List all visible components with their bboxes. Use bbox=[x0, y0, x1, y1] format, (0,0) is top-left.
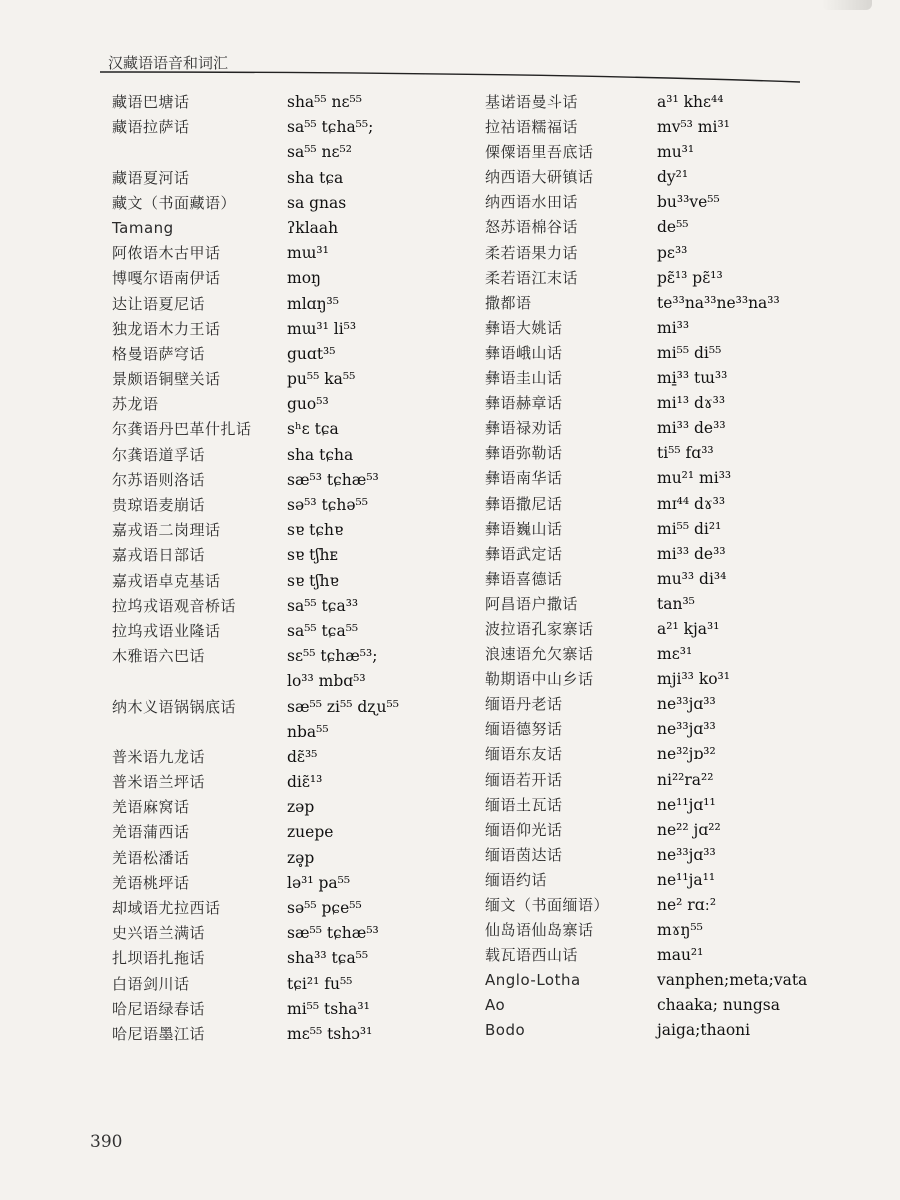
language-name: 怒苏语棉谷话 bbox=[485, 218, 579, 237]
word-form: bu³³ve⁵⁵ bbox=[657, 193, 720, 212]
entry-row bbox=[112, 392, 472, 417]
entry-row bbox=[485, 266, 845, 291]
word-form: sə⁵⁵ pɕe⁵⁵ bbox=[287, 899, 362, 917]
language-name: 尔龚语丹巴革什扎话 bbox=[112, 420, 252, 439]
word-form: sæ⁵³ tɕhæ⁵³ bbox=[287, 470, 379, 489]
word-form: a³¹ khɛ⁴⁴ bbox=[657, 93, 724, 111]
entry-row bbox=[485, 717, 845, 742]
word-form: zəp bbox=[287, 798, 315, 817]
language-name: 彝语峨山话 bbox=[485, 343, 563, 362]
language-name: 羌语蒲西话 bbox=[112, 823, 190, 842]
language-name: 缅语土瓦话 bbox=[485, 795, 563, 814]
language-name: 藏语夏河话 bbox=[112, 168, 190, 187]
word-form: nba⁵⁵ bbox=[287, 722, 329, 741]
entry-row bbox=[112, 543, 472, 568]
language-name: 拉坞戎语业隆话 bbox=[112, 621, 221, 640]
word-form: chaaka; nungsa bbox=[657, 996, 780, 1015]
entry-row bbox=[112, 1022, 472, 1047]
language-name: 羌语麻窝话 bbox=[112, 798, 190, 817]
entry-row bbox=[112, 317, 472, 342]
language-name: 缅文（书面缅语） bbox=[485, 896, 610, 914]
word-form: ne³³jɑ³³ bbox=[657, 720, 716, 739]
word-form: diɛ̃¹³ bbox=[287, 773, 323, 792]
word-form: sɐ tʃhᴇ bbox=[287, 546, 339, 565]
entry-row bbox=[485, 140, 845, 165]
word-form: ti⁵⁵ fɑ³³ bbox=[657, 444, 714, 463]
language-name: 缅语丹老话 bbox=[485, 695, 563, 714]
entry-row bbox=[112, 619, 472, 644]
word-form: sə⁵³ tɕhə⁵⁵ bbox=[287, 496, 368, 514]
entry-row bbox=[485, 768, 845, 793]
word-form: ne² rɑː² bbox=[657, 896, 717, 914]
language-name: Tamang bbox=[112, 218, 174, 237]
word-form: mi¹³ dɤ³³ bbox=[657, 394, 726, 413]
entry-row bbox=[485, 843, 845, 868]
entry-row bbox=[485, 492, 845, 517]
word-form: zə̥p bbox=[287, 848, 315, 867]
entry-row bbox=[112, 972, 472, 997]
word-form: sha⁵⁵ nɛ⁵⁵ bbox=[287, 93, 362, 111]
word-form: mlɑŋ³⁵ bbox=[287, 294, 339, 313]
header-rule bbox=[100, 70, 800, 84]
word-form: mu³³ di³⁴ bbox=[657, 569, 727, 588]
language-name: 苏龙语 bbox=[112, 395, 159, 414]
language-name: 傈僳语里吾底话 bbox=[485, 143, 594, 162]
language-name: 藏语拉萨话 bbox=[112, 118, 190, 137]
left-word-column bbox=[112, 90, 472, 1047]
word-form: te³³na³³ne³³na³³ bbox=[657, 293, 780, 312]
language-name: 哈尼语绿春话 bbox=[112, 999, 206, 1018]
word-form: mi³³ de³³ bbox=[657, 544, 726, 563]
language-name: 彝语巍山话 bbox=[485, 519, 563, 538]
word-form: mi⁵⁵ di²¹ bbox=[657, 519, 722, 538]
word-form: sa⁵⁵ nɛ⁵² bbox=[287, 143, 352, 162]
entry-row bbox=[112, 367, 472, 392]
word-form: sæ⁵⁵ zi⁵⁵ dʐu⁵⁵ bbox=[287, 697, 399, 716]
entry-row bbox=[485, 416, 845, 441]
word-form: ʔklaah bbox=[287, 218, 339, 237]
language-name: 嘉戎语日部话 bbox=[112, 546, 206, 565]
word-form: sha tɕha bbox=[287, 445, 354, 464]
language-name: 柔若语果力话 bbox=[485, 243, 579, 262]
entry-row bbox=[112, 518, 472, 543]
entry-row bbox=[112, 90, 472, 115]
language-name: 缅语若开话 bbox=[485, 770, 563, 789]
entry-row bbox=[485, 316, 845, 341]
word-form: mi³³ bbox=[657, 318, 690, 337]
word-form: mi⁵⁵ di⁵⁵ bbox=[657, 343, 722, 362]
entry-row bbox=[485, 165, 845, 190]
language-name: 彝语武定话 bbox=[485, 544, 563, 563]
language-name: 纳西语大研镇话 bbox=[485, 168, 594, 187]
entry-row bbox=[112, 770, 472, 795]
entry-row bbox=[112, 468, 472, 493]
language-name: Anglo-Lotha bbox=[485, 971, 581, 990]
word-form: tan³⁵ bbox=[657, 594, 695, 613]
entry-row bbox=[485, 818, 845, 843]
running-header-title: 汉藏语语音和词汇 bbox=[108, 54, 229, 72]
entry-row bbox=[112, 820, 472, 845]
entry-row bbox=[112, 921, 472, 946]
word-form: ne¹¹ja¹¹ bbox=[657, 870, 716, 889]
language-name: 缅语东友话 bbox=[485, 745, 563, 764]
entry-row bbox=[112, 896, 472, 921]
entry-row bbox=[485, 567, 845, 592]
language-name: 纳木义语锅锅底话 bbox=[112, 697, 237, 716]
language-name: 尔苏语则洛话 bbox=[112, 470, 206, 489]
word-form: sɐ tʃhɐ bbox=[287, 571, 339, 590]
word-form: pu⁵⁵ ka⁵⁵ bbox=[287, 370, 356, 389]
word-form: mu²¹ mi³³ bbox=[657, 469, 732, 488]
entry-row bbox=[485, 291, 845, 316]
language-name: 贵琼语麦崩话 bbox=[112, 496, 206, 514]
language-name: 尔龚语道孚话 bbox=[112, 445, 206, 464]
entry-row bbox=[112, 443, 472, 468]
language-name: 纳西语水田话 bbox=[485, 193, 579, 212]
language-name: 阿侬语木古甲话 bbox=[112, 244, 221, 263]
language-name: 彝语弥勒话 bbox=[485, 444, 563, 463]
language-name: 嘉戎语卓克基话 bbox=[112, 571, 221, 590]
entry-row bbox=[112, 140, 472, 165]
word-form: mi³³ de³³ bbox=[657, 419, 726, 438]
word-form: mɪ⁴⁴ dɤ³³ bbox=[657, 494, 726, 513]
language-name: 彝语大姚话 bbox=[485, 318, 563, 337]
entry-row bbox=[112, 241, 472, 266]
entry-row bbox=[485, 793, 845, 818]
word-form: mv⁵³ mi³¹ bbox=[657, 118, 730, 137]
entry-row bbox=[112, 644, 472, 669]
word-form: dɛ̃³⁵ bbox=[287, 747, 318, 766]
language-name: 博嘎尔语南伊话 bbox=[112, 269, 221, 288]
entry-row bbox=[485, 517, 845, 542]
entry-row bbox=[485, 617, 845, 642]
word-form: mi⁵⁵ tsha³¹ bbox=[287, 999, 370, 1018]
language-name: 嘉戎语二岗理话 bbox=[112, 521, 221, 540]
language-name: 彝语南华话 bbox=[485, 469, 563, 488]
word-form: ne³³jɑ³³ bbox=[657, 845, 716, 864]
entry-row bbox=[112, 871, 472, 896]
entry-row bbox=[485, 1018, 845, 1043]
entry-row bbox=[112, 342, 472, 367]
word-form: ne¹¹jɑ¹¹ bbox=[657, 795, 716, 814]
entry-row bbox=[112, 292, 472, 317]
language-name: 普米语九龙话 bbox=[112, 747, 206, 766]
right-word-column bbox=[485, 90, 845, 1044]
word-form: vanphen;meta;vata bbox=[657, 971, 808, 990]
entry-row bbox=[485, 667, 845, 692]
word-form: jaiga;thaoni bbox=[657, 1021, 751, 1040]
word-form: de⁵⁵ bbox=[657, 218, 689, 237]
language-name: 缅语约话 bbox=[485, 870, 548, 889]
language-name: 缅语德努话 bbox=[485, 720, 563, 739]
word-form: sha³³ tɕa⁵⁵ bbox=[287, 949, 369, 968]
word-form: lo³³ mbɑ⁵³ bbox=[287, 672, 366, 691]
entry-row bbox=[485, 190, 845, 215]
word-form: guo⁵³ bbox=[287, 395, 329, 414]
entry-row bbox=[485, 90, 845, 115]
entry-row bbox=[112, 997, 472, 1022]
word-form: moŋ bbox=[287, 269, 322, 288]
language-name: 拉坞戎语观音桥话 bbox=[112, 596, 237, 615]
word-form: mɯ³¹ bbox=[287, 244, 329, 263]
language-name: Ao bbox=[485, 996, 506, 1015]
entry-row bbox=[485, 391, 845, 416]
word-form: mɯ³¹ li⁵³ bbox=[287, 319, 357, 338]
language-name: 波拉语孔家寨话 bbox=[485, 619, 594, 638]
word-form: sa⁵⁵ tɕa³³ bbox=[287, 596, 359, 615]
word-form: sa⁵⁵ tɕa⁵⁵ bbox=[287, 621, 359, 640]
entry-row bbox=[485, 893, 845, 918]
word-form: ni²²ra²² bbox=[657, 770, 714, 789]
language-name: 缅语茵达话 bbox=[485, 845, 563, 864]
word-form: mu³¹ bbox=[657, 143, 695, 162]
entry-row bbox=[112, 216, 472, 241]
entry-row bbox=[112, 115, 472, 140]
entry-row bbox=[112, 795, 472, 820]
word-form: lə³¹ pa⁵⁵ bbox=[287, 873, 351, 892]
word-form: sæ⁵⁵ tɕhæ⁵³ bbox=[287, 924, 379, 943]
word-form: ne³³jɑ³³ bbox=[657, 695, 716, 714]
word-form: guɑt³⁵ bbox=[287, 344, 336, 363]
language-name: 藏语巴塘话 bbox=[112, 93, 190, 111]
entry-row bbox=[112, 417, 472, 442]
word-form: pɛ̃¹³ pɛ̃¹³ bbox=[657, 268, 723, 287]
entry-row bbox=[112, 846, 472, 871]
language-name: 独龙语木力王话 bbox=[112, 319, 221, 338]
word-form: sha tɕa bbox=[287, 168, 344, 187]
language-name: 景颇语铜壁关话 bbox=[112, 370, 221, 389]
entry-row bbox=[485, 943, 845, 968]
language-name: 阿昌语户撒话 bbox=[485, 594, 579, 613]
word-form: mɤŋ⁵⁵ bbox=[657, 921, 703, 940]
word-form: sʰɛ tɕa bbox=[287, 420, 339, 439]
entry-row bbox=[112, 720, 472, 745]
entry-row bbox=[112, 166, 472, 191]
word-form: zuepe bbox=[287, 823, 334, 842]
entry-row bbox=[485, 868, 845, 893]
language-name: 彝语撒尼话 bbox=[485, 494, 563, 513]
entry-row bbox=[485, 366, 845, 391]
language-name: 藏文（书面藏语） bbox=[112, 193, 237, 212]
word-form: mji³³ ko³¹ bbox=[657, 670, 730, 689]
language-name: 浪速语允欠寨话 bbox=[485, 645, 594, 664]
word-form: sa gnas bbox=[287, 193, 347, 212]
entry-row bbox=[112, 191, 472, 216]
language-name: 彝语喜德话 bbox=[485, 569, 563, 588]
language-name: 载瓦语西山话 bbox=[485, 946, 579, 965]
page-corner-mark bbox=[822, 0, 872, 10]
entry-row bbox=[485, 341, 845, 366]
entry-row bbox=[485, 968, 845, 993]
language-name: 缅语仰光话 bbox=[485, 820, 563, 839]
entry-row bbox=[485, 918, 845, 943]
entry-row bbox=[485, 241, 845, 266]
entry-row bbox=[112, 695, 472, 720]
word-form: ne³²jɒ³² bbox=[657, 745, 716, 764]
language-name: 白语剑川话 bbox=[112, 974, 190, 993]
entry-row bbox=[485, 692, 845, 717]
language-name: Bodo bbox=[485, 1021, 526, 1040]
entry-row bbox=[112, 946, 472, 971]
entry-row bbox=[485, 215, 845, 240]
language-name: 却域语尤拉西话 bbox=[112, 899, 221, 917]
word-form: ne²² jɑ²² bbox=[657, 820, 721, 839]
entry-row bbox=[112, 266, 472, 291]
page-number: 390 bbox=[90, 1132, 123, 1152]
language-name: 彝语赫章话 bbox=[485, 394, 563, 413]
entry-row bbox=[485, 993, 845, 1018]
language-name: 柔若语江末话 bbox=[485, 268, 579, 287]
word-form: mɛ³¹ bbox=[657, 645, 693, 664]
entry-row bbox=[485, 466, 845, 491]
language-name: 羌语桃坪话 bbox=[112, 873, 190, 892]
entry-row bbox=[485, 642, 845, 667]
language-name: 扎坝语扎拖话 bbox=[112, 949, 206, 968]
entry-row bbox=[485, 592, 845, 617]
language-name: 普米语兰坪话 bbox=[112, 773, 206, 792]
word-form: sɛ⁵⁵ tɕhæ⁵³; bbox=[287, 647, 378, 666]
entry-row bbox=[112, 594, 472, 619]
word-form: pɛ³³ bbox=[657, 243, 688, 262]
language-name: 彝语禄劝话 bbox=[485, 419, 563, 438]
language-name: 羌语松潘话 bbox=[112, 848, 190, 867]
language-name: 基诺语曼斗话 bbox=[485, 93, 579, 111]
language-name: 格曼语萨穹话 bbox=[112, 344, 206, 363]
language-name: 达让语夏尼话 bbox=[112, 294, 206, 313]
language-name: 史兴语兰满话 bbox=[112, 924, 206, 943]
language-name: 哈尼语墨江话 bbox=[112, 1024, 206, 1043]
language-name: 木雅语六巴话 bbox=[112, 647, 206, 666]
language-name: 撒都语 bbox=[485, 293, 532, 312]
word-form: sa⁵⁵ tɕha⁵⁵; bbox=[287, 118, 374, 137]
word-form: tɕi²¹ fu⁵⁵ bbox=[287, 974, 353, 993]
word-form: a²¹ kja³¹ bbox=[657, 619, 720, 638]
entry-row bbox=[485, 742, 845, 767]
word-form: mau²¹ bbox=[657, 946, 704, 965]
word-form: mi̱³³ tɯ³³ bbox=[657, 369, 728, 388]
entry-row bbox=[112, 493, 472, 518]
language-name: 勒期语中山乡话 bbox=[485, 670, 594, 689]
word-form: dy²¹ bbox=[657, 168, 689, 187]
entry-row bbox=[112, 569, 472, 594]
language-name: 拉祜语糯福话 bbox=[485, 118, 579, 137]
entry-row bbox=[485, 441, 845, 466]
language-name: 仙岛语仙岛寨话 bbox=[485, 921, 594, 940]
language-name: 彝语圭山话 bbox=[485, 369, 563, 388]
entry-row bbox=[485, 115, 845, 140]
word-form: sɐ tɕhɐ bbox=[287, 521, 344, 540]
entry-row bbox=[112, 669, 472, 694]
entry-row bbox=[485, 542, 845, 567]
entry-row bbox=[112, 745, 472, 770]
word-form: mɛ⁵⁵ tshɔ³¹ bbox=[287, 1024, 373, 1043]
